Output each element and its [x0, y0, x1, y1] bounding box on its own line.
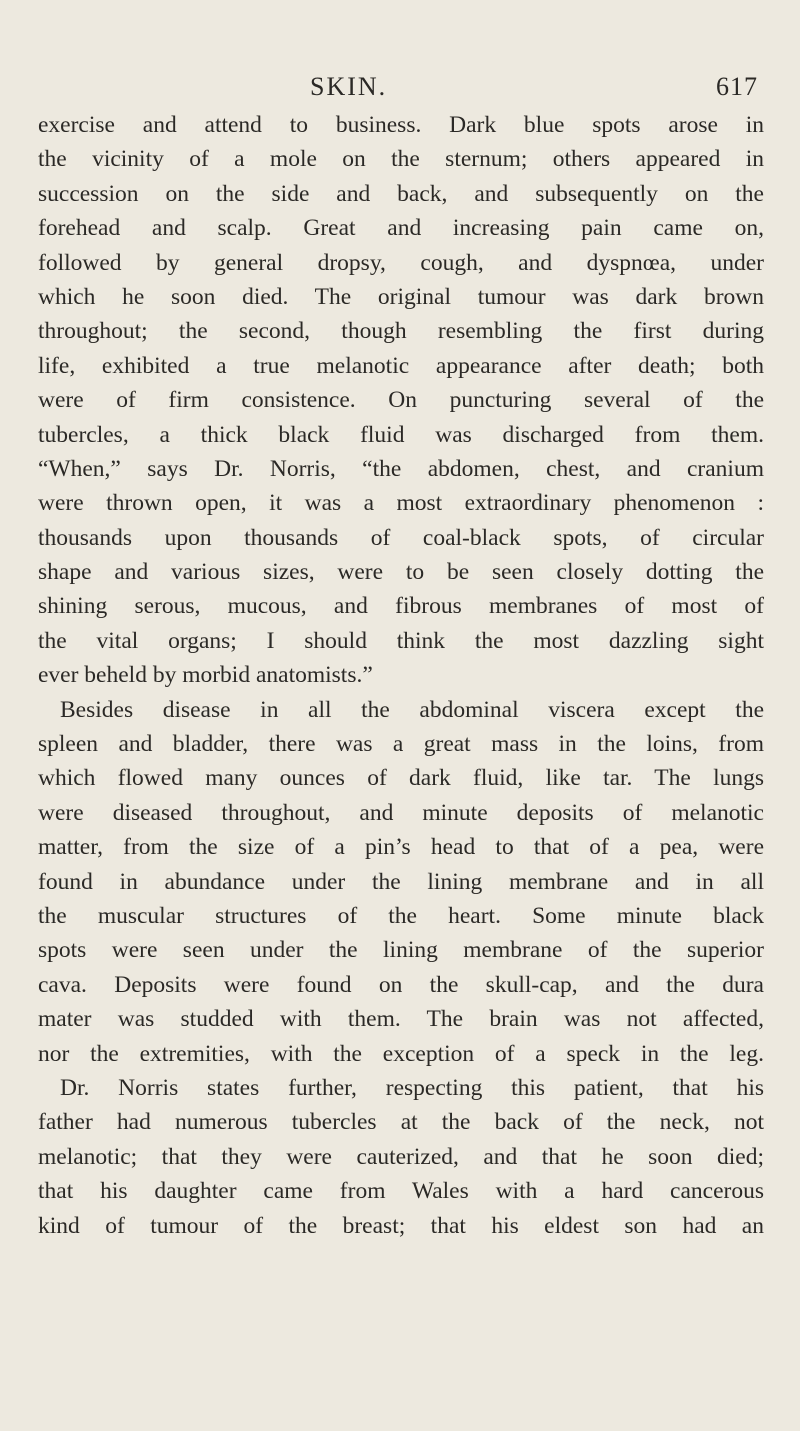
text-line: shining serous, mucous, and fibrous membranes of most of [38, 593, 764, 620]
paragraph-end-line: ever beheld by morbid anatomists.” [38, 662, 373, 689]
running-head [0, 72, 800, 112]
text-line: exercise and attend to business. Dark blue spots arose in [38, 112, 764, 138]
text-line: that his daughter came from Wales with a hard cancerous [38, 1178, 764, 1205]
running-title: SKIN. [310, 72, 388, 101]
text-line: tubercles, a thick black fluid was discharged from them. [38, 421, 764, 448]
text-line: which he soon died. The original tumour was dark brown [38, 283, 764, 310]
text-line: mater was studded with them. The brain was not affected, [38, 1006, 764, 1033]
text-line: melanotic; that they were cauterized, and that he soon died; [38, 1143, 764, 1170]
text-line: the vital organs; I should think the most dazzling sight [38, 627, 764, 654]
text-line: followed by general dropsy, cough, and dyspnœa, under [38, 249, 764, 276]
text-line: found in abundance under the lining membrane and in all [38, 868, 764, 895]
text-line: spleen and bladder, there was a great mass in the loins, from [38, 731, 764, 758]
paragraph-start-line: Besides disease in all the abdominal viscera except the [60, 696, 764, 723]
text-line: kind of tumour of the breast; that his eldest son had an [38, 1212, 764, 1239]
text-line: the vicinity of a mole on the sternum; others appeared in [38, 146, 764, 173]
text-line: nor the extremities, with the exception of a speck in the leg. [38, 1040, 764, 1067]
text-line: spots were seen under the lining membrane of the superior [38, 937, 764, 964]
text-line: were thrown open, it was a most extraordinary phenomenon : [38, 490, 764, 517]
text-line: were of firm consistence. On puncturing several of the [38, 387, 764, 414]
text-line: the muscular structures of the heart. Some minute black [38, 902, 764, 929]
text-line: throughout; the second, though resembling the first during [38, 318, 764, 345]
text-line: which flowed many ounces of dark fluid, like tar. The lungs [38, 765, 764, 792]
text-line: cava. Deposits were found on the skull-cap, and the dura [38, 971, 764, 998]
text-line: forehead and scalp. Great and increasing pain came on, [38, 215, 764, 242]
text-line: father had numerous tubercles at the back of the neck, not [38, 1109, 764, 1136]
text-line: life, exhibited a true melanotic appearance after death; both [38, 352, 764, 379]
paragraph-start-line: Dr. Norris states further, respecting this patient, that his [60, 1074, 764, 1101]
page-number: 617 [716, 72, 758, 101]
text-line: shape and various sizes, were to be seen closely dotting the [38, 559, 764, 586]
body-text [38, 108, 764, 1243]
text-line: matter, from the size of a pin’s head to that of a pea, were [38, 834, 764, 861]
text-line: succession on the side and back, and subsequently on the [38, 180, 764, 207]
text-line: thousands upon thousands of coal-black spots, of circular [38, 524, 764, 551]
text-line: “When,” says Dr. Norris, “the abdomen, chest, and cranium [38, 455, 764, 482]
text-line: were diseased throughout, and minute deposits of melanotic [38, 799, 764, 826]
